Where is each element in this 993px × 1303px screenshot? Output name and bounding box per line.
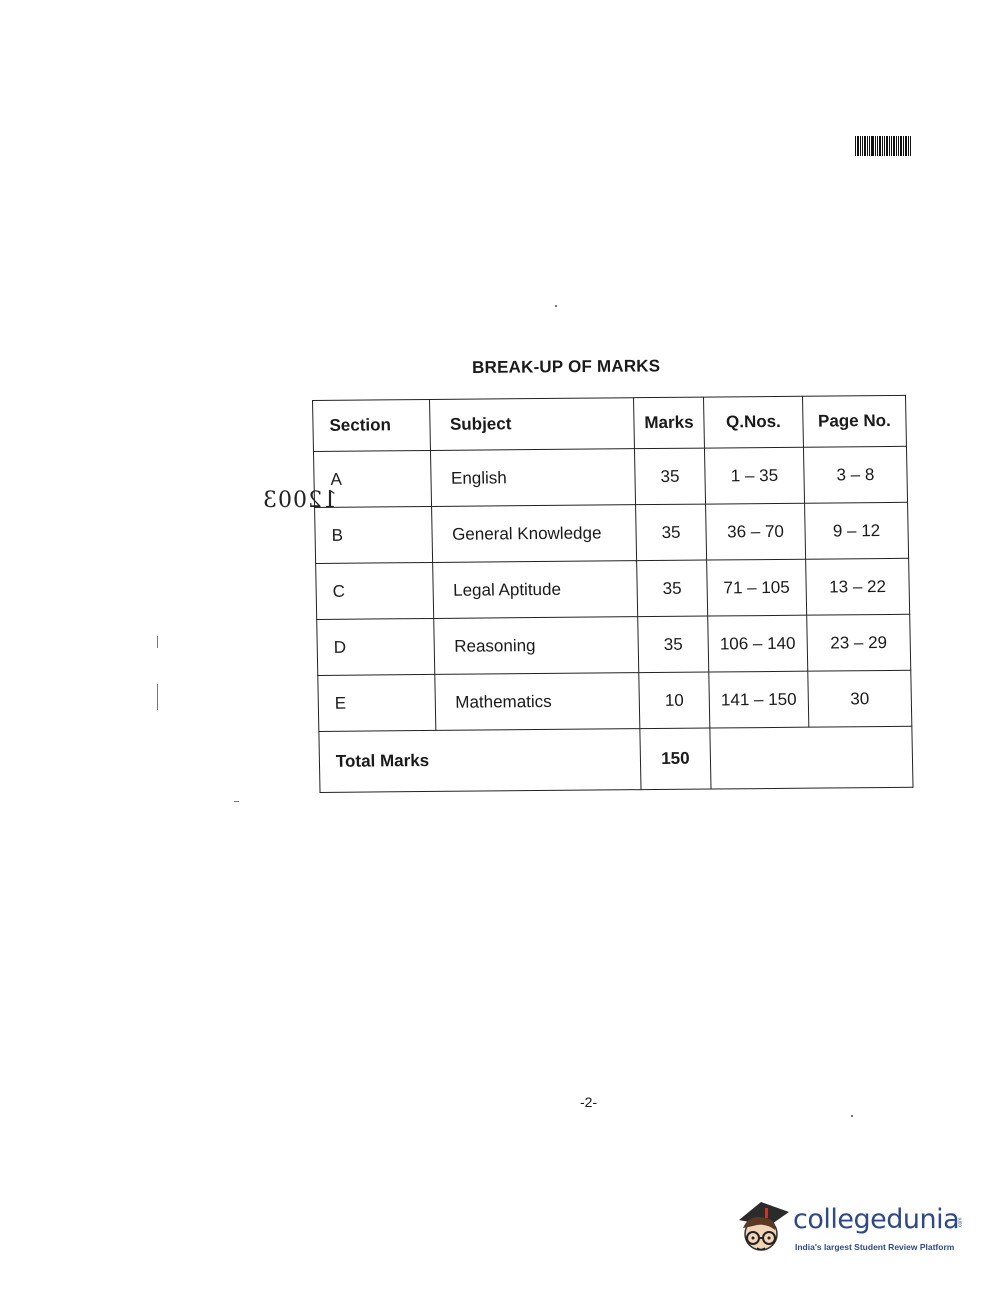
mascot-icon	[735, 1198, 793, 1258]
scan-speck	[157, 684, 158, 710]
row-section: A	[313, 450, 431, 507]
table-row	[318, 670, 912, 731]
brand-logo[interactable]	[735, 1198, 965, 1258]
row-section: C	[316, 562, 434, 619]
header-page-no: Page No.	[802, 395, 906, 447]
total-label: Total Marks	[319, 729, 641, 793]
row-subject: English	[430, 449, 636, 507]
row-qnos: 106 – 140	[708, 615, 808, 672]
marks-table-container	[312, 395, 914, 793]
table-row	[315, 502, 909, 563]
scan-speck	[555, 305, 557, 307]
row-subject: Reasoning	[433, 617, 639, 675]
row-subject: Legal Aptitude	[432, 561, 638, 619]
row-pages: 30	[808, 670, 912, 727]
table-row	[316, 558, 910, 619]
brand-name: collegedunia	[793, 1204, 960, 1235]
barcode	[855, 136, 919, 156]
page-number: -2-	[580, 1094, 598, 1110]
header-marks: Marks	[633, 397, 704, 449]
row-qnos: 1 – 35	[705, 447, 805, 504]
row-section: D	[317, 618, 435, 675]
row-marks: 35	[634, 448, 705, 505]
page-title: BREAK-UP OF MARKS	[472, 356, 661, 377]
brand-tagline: India's largest Student Review Platform	[795, 1242, 955, 1252]
table-row	[313, 446, 907, 507]
row-pages: 13 – 22	[805, 558, 909, 615]
row-marks: 35	[637, 560, 708, 617]
total-empty-cell	[710, 726, 913, 789]
stamp-number: 12003	[262, 488, 337, 513]
row-marks: 10	[639, 672, 710, 729]
marks-table	[312, 395, 914, 793]
row-pages: 23 – 29	[807, 614, 911, 671]
brand-suffix: .com	[957, 1217, 964, 1229]
row-qnos: 36 – 70	[706, 503, 806, 560]
header-section: Section	[313, 399, 430, 451]
header-subject: Subject	[429, 398, 634, 451]
scan-speck	[851, 1115, 853, 1117]
row-qnos: 141 – 150	[709, 671, 809, 728]
table-row	[317, 614, 911, 675]
table-header-row	[313, 395, 907, 451]
scan-speck	[157, 636, 158, 648]
row-marks: 35	[638, 616, 709, 673]
row-section: B	[315, 506, 433, 563]
total-value: 150	[640, 728, 711, 790]
row-section: E	[318, 674, 436, 731]
header-qnos: Q.Nos.	[704, 396, 804, 448]
row-qnos: 71 – 105	[707, 559, 807, 616]
scan-speck	[234, 801, 239, 802]
row-marks: 35	[635, 504, 706, 561]
row-subject: Mathematics	[434, 673, 640, 731]
row-pages: 3 – 8	[803, 446, 907, 503]
row-subject: General Knowledge	[431, 505, 637, 563]
row-pages: 9 – 12	[804, 502, 908, 559]
total-row	[319, 726, 913, 792]
